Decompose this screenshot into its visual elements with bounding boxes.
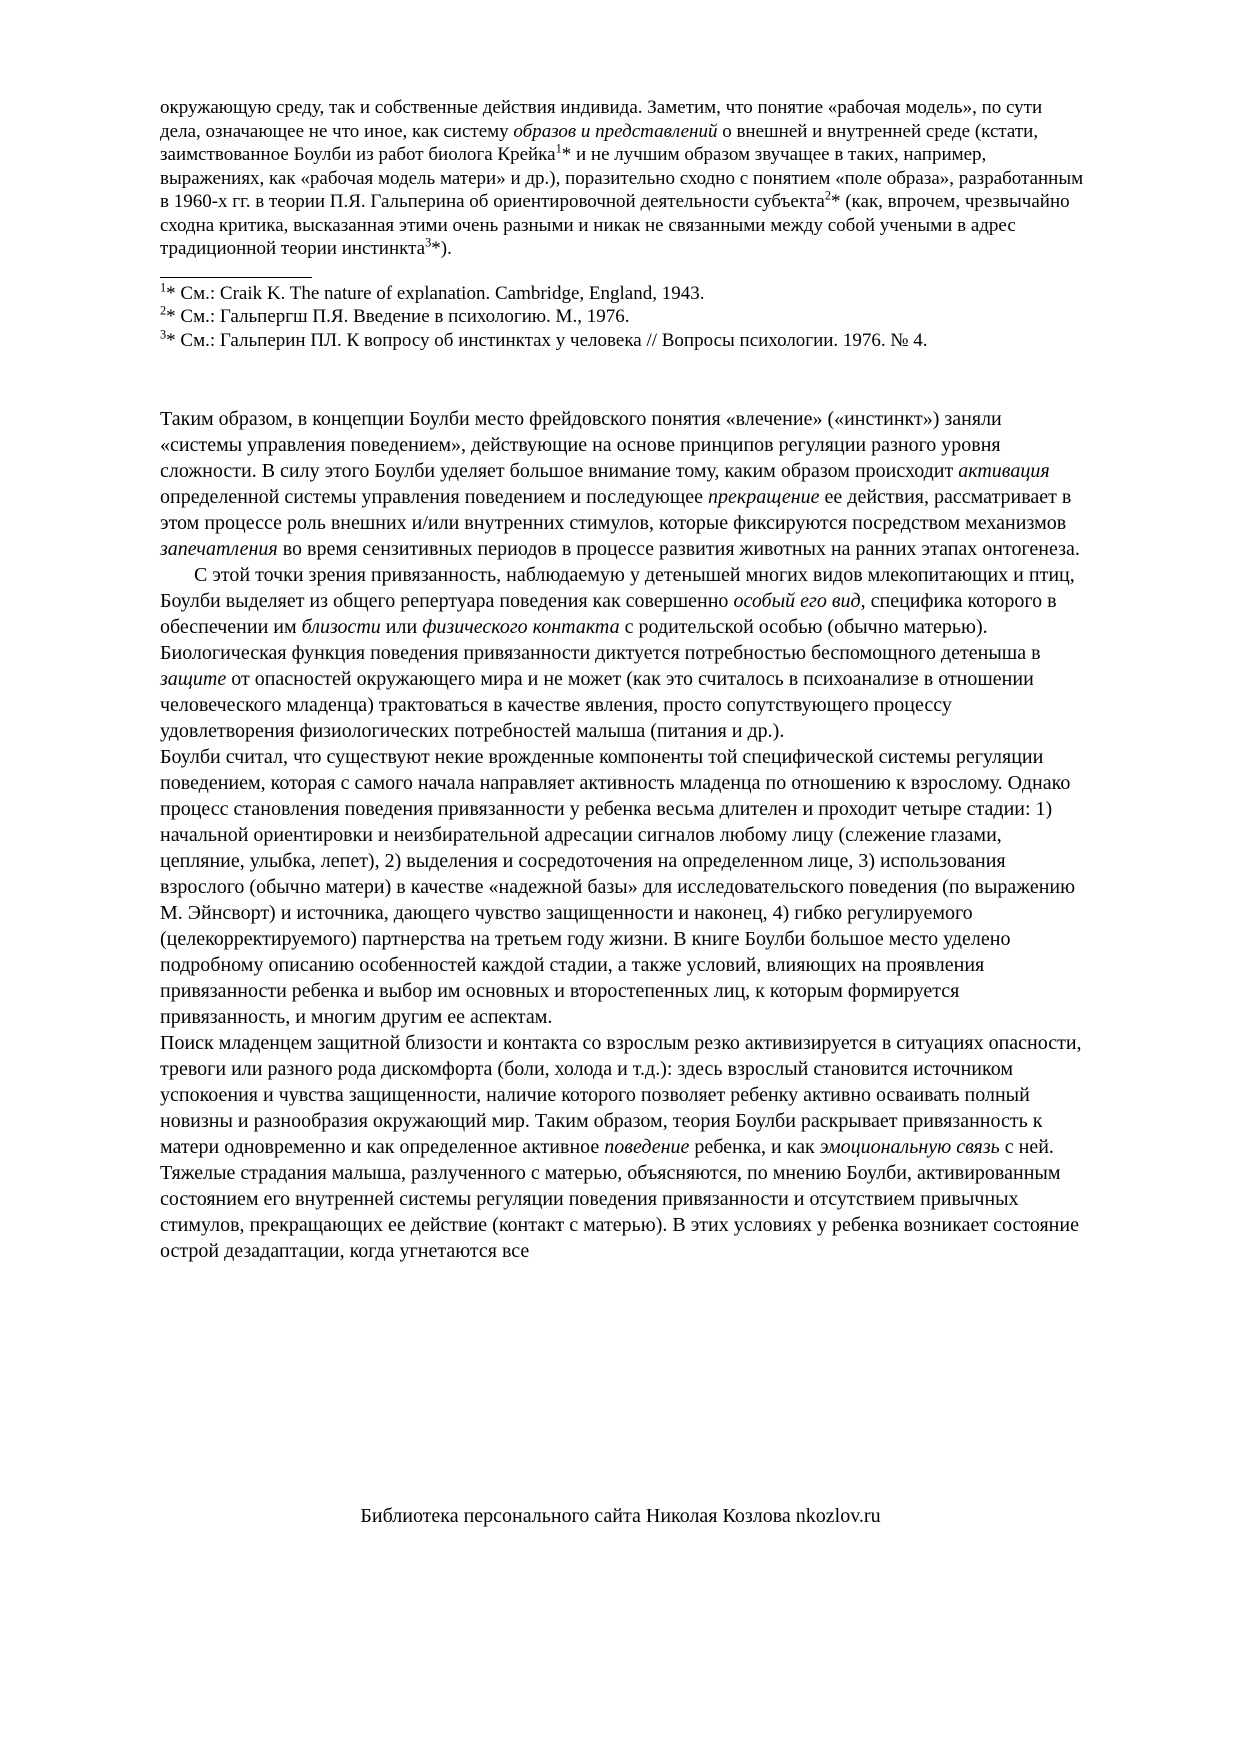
paragraph — [160, 305, 1087, 329]
text-run: или — [380, 616, 423, 638]
italic-text-run: защите — [160, 668, 227, 690]
footnote-marker: 2 — [160, 303, 167, 318]
text-run: * См.: Гальпергш П.Я. Введение в психологию. М., 1976. — [166, 306, 630, 327]
text-run: * См.: Гальперин ПЛ. К вопросу об инстинктах у человека // Вопросы психологии. 1976. № 4. — [166, 329, 928, 351]
text-run: * и не лучшим образом звучащее в таких, например, выражениях, как «рабочая модель матери» и др.), поразительно сходно с понятием «поле образа», разработанным в 1960-х гг. в теории П.Я. Гальперина об ориентировочной деятельности субъекта — [160, 144, 1084, 212]
footnote-separator-rule — [160, 277, 312, 278]
italic-text-run: прекращение — [708, 486, 820, 508]
text-run: *). — [431, 238, 452, 259]
text-run: С этой точки зрения привязанность, наблюдаемую у детенышей многих видов млекопитающих и птиц, Боулби выделяет из общего репертуара поведения как совершенно — [160, 564, 1075, 612]
paragraph — [160, 96, 1087, 261]
text-run: Таким образом, в концепции Боулби место фрейдовского понятия «влечение» («инстинкт») заняли «системы управления поведением», действующие на основе принципов регуляции разного уровня сложности. В силу этого Боулби уделяет большое внимание тому, каким образом происходит — [160, 408, 1002, 482]
italic-text-run: запечатления — [160, 538, 278, 560]
paragraph — [160, 329, 1087, 353]
footnote-marker: 3 — [160, 327, 167, 342]
body-text-block — [160, 406, 1087, 1264]
text-run: * См.: Craik K. The nature of explanation. Cambridge, England, 1943. — [166, 282, 705, 304]
text-run: * (как, впрочем, чрезвычайно сходна критика, высказанная этими очень разными и никак не связанными между собой учеными в адрес традиционной теории инстинкта — [160, 191, 1070, 259]
text-run: с ней. Тяжелые страдания малыша, разлученного с матерью, объясняются, по мнению Боулби, активированным состоянием его внутренней системы регуляции поведения привязанности и отсутствием привычных стимулов, прекращающих ее действие (контакт с матерью). В этих условиях у ребенка возникает состояние острой дезадаптации, когда угнетаются все — [160, 1136, 1079, 1262]
footnote-marker: 1 — [160, 280, 167, 295]
text-run: окружающую среду, так и собственные действия индивида. Заметим, что понятие «рабочая модель», по сути дела, означающее не что иное, как систему — [160, 97, 1043, 142]
paragraph — [160, 406, 1087, 562]
italic-text-run: активация — [958, 460, 1050, 482]
paragraph — [160, 744, 1087, 1030]
footnote-marker: 3 — [425, 235, 432, 250]
page-content — [160, 96, 1087, 1264]
text-run: Боулби считал, что существуют некие врожденные компоненты той специфической системы регуляции поведением, которая с самого начала направляет активность младенца по отношению к взрослому. Однако процесс становления поведения привязанности у ребенка весьма длителен и проходит четыре стадии: 1) начальной ориентировки и неизбирательной адресации сигналов любому лицу (слежение глазами, цепляние, улыбка, лепет), 2) выделения и сосредоточения на определенном лице, 3) использования взрослого (обычно матери) в качестве «надежной базы» для исследовательского поведения (по выражению М. Эйнсворт) и источника, дающего чувство защищенности и наконец, 4) гибко регулируемого (целекорректируемого) партнерства на третьем году жизни. В книге Боулби большое место уделено подробному описанию особенностей каждой стадии, а также условий, влияющих на проявления привязанности ребенка и выбор им основных и второстепенных лиц, к которым формируется привязанность, и многим другим ее аспектам. — [160, 746, 1076, 1028]
text-run: с родительской особью (обычно матерью). Биологическая функция поведения привязанности диктуется потребностью беспомощного детеныша в — [160, 616, 1041, 664]
italic-text-run: поведение — [604, 1136, 690, 1158]
italic-text-run: образов и представлений — [513, 120, 718, 142]
text-run: ребенка, и как — [689, 1136, 820, 1158]
text-run: о внешней и внутренней среде (кстати, заимствованное Боулби из работ биолога Крейка — [160, 120, 1039, 165]
italic-text-run: физического контакта — [422, 616, 620, 638]
text-run: во время сензитивных периодов в процессе развития животных на ранних этапах онтогенеза. — [277, 538, 1080, 560]
text-run: ее действия, рассматривает в этом процессе роль внешних и/или внутренних стимулов, которые фиксируются посредством механизмов — [160, 486, 1072, 534]
paragraph — [160, 1030, 1087, 1264]
paragraph — [160, 562, 1087, 744]
text-run: определенной системы управления поведением и последующее — [160, 486, 709, 508]
italic-text-run: эмоциональную связь — [819, 1136, 1000, 1158]
footnote-marker: 1 — [555, 141, 562, 156]
paragraph — [160, 282, 1087, 306]
italic-text-run: близости — [301, 616, 381, 638]
italic-text-run: особый его вид — [733, 590, 861, 612]
text-run: Поиск младенцем защитной близости и контакта со взрослым резко активизируется в ситуациях опасности, тревоги или разного рода дискомфорта (боли, холода и т.д.): здесь взрослый становится источником успокоения и чувства защищенности, наличие которого позволяет ребенку активно осваивать полный новизны и разнообразия окружающий мир. Таким образом, теория Боулби раскрывает привязанность к матери одновременно и как определенное активное — [160, 1032, 1082, 1158]
footnotes-block — [160, 282, 1087, 353]
text-run: от опасностей окружающего мира и не может (как это считалось в психоанализе в отношении человеческого младенца) трактоваться в качестве явления, просто сопутствующего процессу удовлетворения физиологических потребностей малыша (питания и др.). — [160, 668, 1034, 742]
footnote-marker: 2 — [824, 188, 831, 203]
page-footer: Библиотека персонального сайта Николая Козлова nkozlov.ru — [360, 1505, 881, 1527]
text-run: , специфика которого в обеспечении им — [160, 590, 1057, 638]
continuation-text-block — [160, 96, 1087, 261]
